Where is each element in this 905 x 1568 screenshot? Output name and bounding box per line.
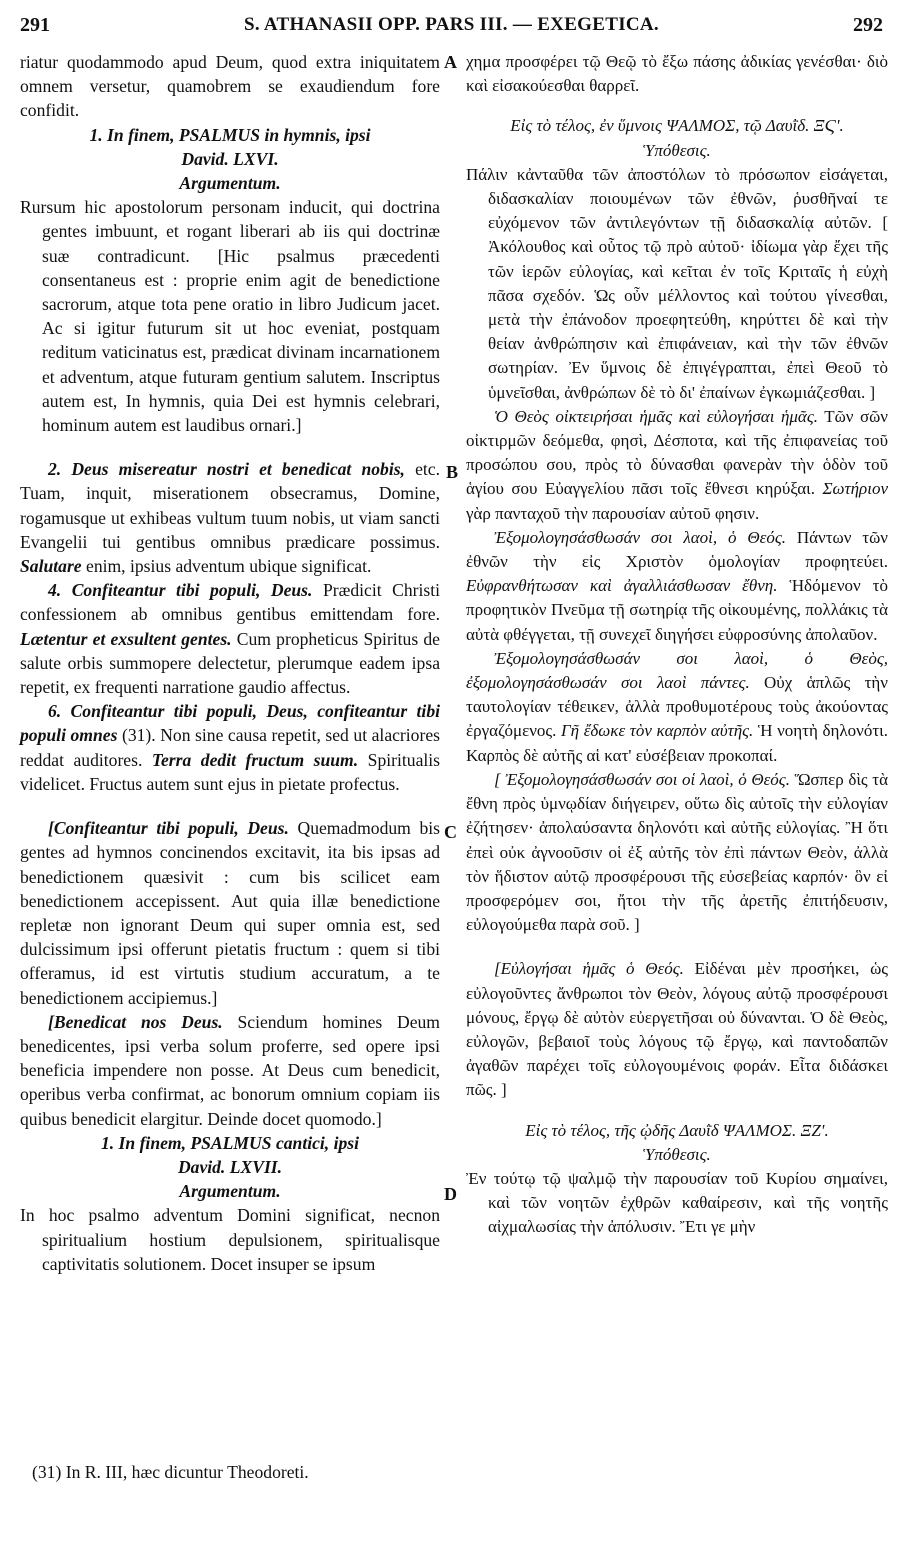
greek-psalm-66-argument-heading: Ὑπόθεσις. [643, 140, 711, 160]
greek-psalm-67-argument-text: Ἐν τούτῳ τῷ ψαλμῷ τὴν παρουσίαν τοῦ Κυρίου σημαίνει, καὶ τῶν νοητῶν ἐχθρῶν καθαίρεσιν, καὶ τῆς νοητῆς αἰχμαλωσίας τὴν ἀπόλυσιν. Ἔτι γε μὴν [466, 1168, 888, 1237]
greek-psalm-66-argument-text: Πάλιν κἀνταῦθα τῶν ἀποστόλων τὸ πρόσωπον εἰσάγεται, διδασκαλίαν ποιουμένων τῶν ἐθνῶν, ῥυσθῆναί τε εὐχόμενον τῶν ἀντιλεγόντων τῇ διδασκαλίᾳ αὐτῶν. [ Ἀκόλουθος καὶ οὗτος τῷ πρὸ αὐτοῦ· ἰδίωμα γὰρ ἔχει τῆς τῶν ἱερῶν εὐλογίας, καὶ κεῖται ἐν τοῖς Κριταῖς ἡ εὐχὴ πᾶσα σχεδόν. Ὡς οὖν μέλλοντος καὶ τούτου γίνεσθαι, μετὰ τὴν ἐπάνοδον προεφητεύθη, κηρύττει δὲ καὶ τὴν θείαν ἀνθρώπησιν καὶ ἐπιφάνειαν, καὶ τὴν τῶν ἐθνῶν σωτηρίαν. Ἐν ὕμνοις δὲ ἐπιγέγραπται, ἐπεὶ Θεοῦ τὸ ὑμνεῖσθαι, ἀνθρώπων δὲ τὸ δι' ἐπαίνων ἐγκωμιάζεσθαι. ] [466, 164, 888, 402]
section-marker-d: D [444, 1184, 457, 1204]
page-number-right: 292 [853, 14, 883, 36]
greek-verse-4: Ἐξομολογησάσθωσάν σοι λαοὶ, ὁ Θεός. Πάντων τῶν ἐθνῶν τὴν εἰς Χριστὸν ὁμολογίαν προφητεύει. Εὐφρανθήτωσαν καὶ ἀγαλλιάσθωσαν ἔθνη. Ἡδόμενον τὸ προφητικὸν Πνεῦμα τῇ σωτηρίᾳ τῆς οἰκουμένης, πολλάκις τὰ αὐτὰ φθέγγεται, τῇ συνεχεῖ διηγήσει εὐφροσύνης ἀπολαῦον. [466, 527, 888, 644]
greek-psalm-66-title: Εἰς τὸ τέλος, ἐν ὕμνοις ΨΑΛΜΟΣ, τῷ Δαυῒδ. ΞϚʹ. [510, 116, 844, 136]
greek-benedicat-note: [Εὐλογήσαι ἡμᾶς ὁ Θεός. Εἰδέναι μὲν προσήκει, ὡς εὐλογοῦντες ἄνθρωποι τὸν Θεὸν, λόγους αὐτῷ προσφέρουσι μόνους, ἔργῳ δὲ αὐτὸν εὐεργετῆσαι οὐ δύνανται. Ὁ δὲ Θεὸς, εὐλογῶν, βεβαιοῖ τοὺς λόγους τῷ ἔργῳ, καὶ παντοδαπῶν ἀγαθῶν παρέχει τοῖς εὐλογουμένοις φοράν. Εἶτα διδάσκει πῶς. ] [466, 959, 888, 1100]
footnote-ref: (31). [117, 725, 156, 746]
running-header [20, 14, 883, 44]
greek-column [466, 50, 888, 1240]
latin-verse-4: 4. Confiteantur tibi populi, Deus. Prædicit Christi confessionem ab omnibus gentibus emittendam fore. Lætentur et exsultent gentes. Cum propheticus Spiritus de salute orbis summopere delectetur, plerumque eadem ipsa repetit, ex frequenti narratione gaudio affectus. [20, 580, 440, 698]
running-title: S. ATHANASII OPP. PARS III. — EXEGETICA. [244, 14, 659, 35]
psalm-66-argument-text: Rursum hic apostolorum personam inducit, qui doctrina gentes imbuunt, et rogant liberari ab iis qui doctrinæ suæ contradicunt. [Hic psalmus præcedenti consentaneus est : proprie enim agit de benedictione sacrorum, atque tota pene oratio in libro Judicum jacet. Ac si igitur futurum sit ut hoc eveniat, postquam reditum vaticinatus est, prædicat divinam incarnationem et adventum, atque futuram gentium salutem. Inscriptus autem est, In hymnis, quia Dei est hymnis celebrari, hominum autem est laudibus ornari.] [20, 197, 440, 436]
greek-psalm-67-title: Εἰς τὸ τέλος, τῆς ᾠδῆς Δαυῒδ ΨΑΛΜΟΣ. ΞΖʹ. [525, 1120, 829, 1140]
latin-intro: riatur quodammodo apud Deum, quod extra iniquitatem omnem versetur, quamobrem se exaudiendum fore confidit. [20, 52, 440, 121]
section-marker-b: B [446, 462, 459, 482]
latin-confiteantur-note: [Confiteantur tibi populi, Deus. Quemadmodum bis gentes ad hymnos concinendos excitavit, ita bis ipsas ad benedictionem quæsivit : cum bis scilicet eam benedictionem accepissent. Aut quia illæ benedictione repletæ non ignorant Deum qui super omnia est, sed dulcissimum ipsi offerunt pietatis fructum : quem si tibi offeramus, id est virtutis studium accuratum, a te benedictionem accipiemus.] [20, 818, 440, 1008]
greek-intro: χημα προσφέρει τῷ Θεῷ τὸ ἔξω πάσης ἀδικίας γενέσθαι· διὸ καὶ εἰσακούεσθαι θαρρεῖ. [466, 52, 888, 96]
psalm-67-argument-text: In hoc psalmo adventum Domini significat, necnon spiritualium hostium depulsionem, spiritualisque captivitatis solutionem. Docet insuper se ipsum [20, 1205, 440, 1274]
footnote: (31) In R. III, hæc dicuntur Theodoreti. [32, 1462, 309, 1482]
page-number-left: 291 [20, 14, 50, 36]
latin-column [20, 50, 440, 1276]
psalm-66-argument-heading: Argumentum. [179, 173, 281, 194]
psalm-66-title: 1. In finem, PSALMUS in hymnis, ipsi David. LXVI. [89, 124, 371, 169]
greek-confiteantur-note: [ Ἐξομολογησάσθωσάν σοι οἱ λαοὶ, ὁ Θεός. Ὥσπερ δὶς τὰ ἔθνη πρὸς ὑμνῳδίαν διήγειρεν, οὕτω δὶς αὐτοῖς τὴν εὐλογίαν ἐζήτησεν· ἀπολαύσαντα δηλονότι καὶ αὐτῆς εὐλογίας. Ἢ ὅτι ἐπεὶ οὐκ ἀγνοοῦσιν οἱ ἐξ αὐτῆς τὸν ἐπὶ πάντων Θεὸν, ἀλλὰ τὸν ἥδιστον αὐτῷ προσφέρουσι τῆς εὐσεβείας καρπόν· ὃν εἰ προσφερόμεν σοι, ἤτοι τὴν τῆς ἀρετῆς ἐπιτήδευσιν, εὐλογούμεθα παρὰ σοῦ. ] [466, 769, 888, 935]
psalm-67-title: 1. In finem, PSALMUS cantici, ipsi David. LXVII. [100, 1132, 360, 1177]
section-marker-c: C [444, 822, 457, 842]
section-marker-a: A [444, 52, 457, 72]
latin-verse-2: 2. Deus misereatur nostri et benedicat nobis, etc. Tuam, inquit, miserationem obsecramus, Domine, rogamusque ut exhibeas vultum tuum nobis, ut viam sancti Evangelii tui gentibus omnibus prædicare possimus. Salutare enim, ipsius adventum ubique significat. [20, 459, 440, 577]
greek-verse-2: Ὁ Θεὸς οἰκτειρήσαι ἡμᾶς καὶ εὐλογήσαι ἡμᾶς. Τῶν σῶν οἰκτιρμῶν δεόμεθα, φησὶ, Δέσποτα, καὶ τῆς ἐπιφανείας τοῦ προσώπου σου, πρὸς τὸ δύνασθαι φανερὰν τὴν ὁδὸν τοῦ ἁγίου σου Εὐαγγελίου πᾶσι τοῖς ἔθνεσι κηρύξαι. Σωτήριον γὰρ πανταχοῦ τὴν παρουσίαν αὐτοῦ φησιν. [466, 406, 888, 523]
greek-psalm-67-argument-heading: Ὑπόθεσις. [643, 1144, 711, 1164]
latin-benedicat-note: [Benedicat nos Deus. Sciendum homines Deum benedicentes, ipsi verba solum proferre, sed opere ipsi beneficia impendere non posse. At Deus cum benedicit, operibus verba confirmat, ac bonorum omnium copiam iis quibus benedicit elargitur. Deinde docet quomodo.] [20, 1011, 440, 1129]
greek-verse-6: Ἐξομολογησάσθωσάν σοι λαοὶ, ὁ Θεὸς, ἐξομολογησάσθωσάν σοι λαοὶ πάντες. Οὐχ ἁπλῶς τὴν ταυτολογίαν τέθεικεν, ἀλλὰ προθυμοτέρους τοὺς ἀκούοντας ἐργαζόμενος. Γῆ ἔδωκε τὸν καρπὸν αὐτῆς. Ἡ νοητὴ δηλονότι. Καρπὸς δὲ αὐτῆς αἱ κατ' εὐσέβειαν προκοπαί. [466, 648, 888, 765]
psalm-67-argument-heading: Argumentum. [179, 1181, 281, 1202]
latin-verse-6: 6. Confiteantur tibi populi, Deus, confiteantur tibi populi omnes (31). Non sine causa repetit, sed ut alacriores reddat auditores. Terra dedit fructum suum. Spiritualis videlicet. Fructus autem sunt ejus in pietate profectus. [20, 701, 440, 794]
